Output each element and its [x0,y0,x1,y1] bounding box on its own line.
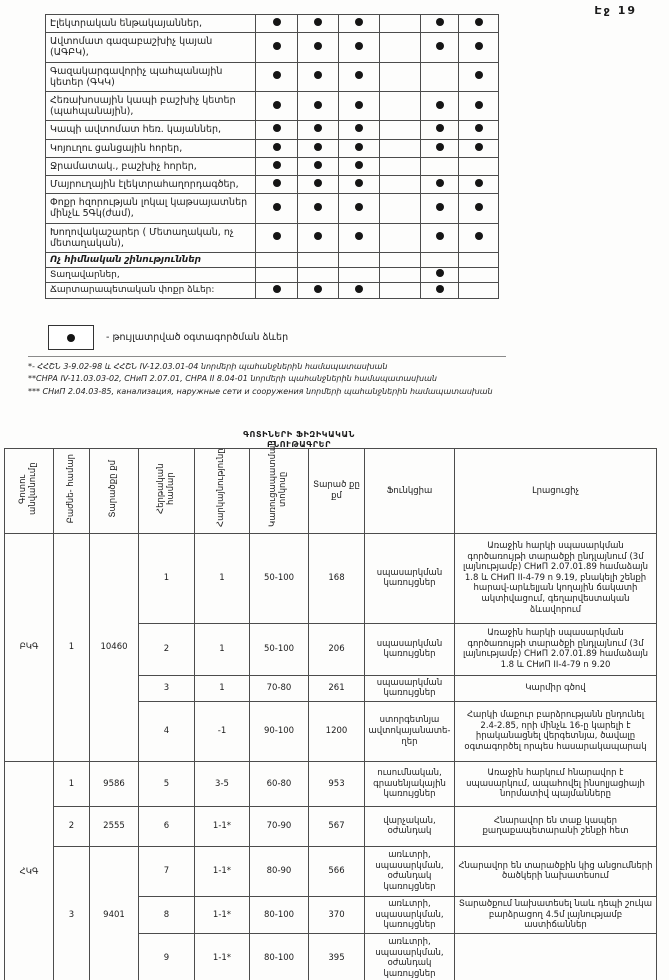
usage-table-row [46,92,499,121]
allowed-use-cell [459,121,499,139]
allowed-dot-icon [475,18,483,26]
allowed-dot-icon [273,143,281,151]
order-number-cell: 2 [139,623,195,675]
usage-table-row [46,194,499,223]
allowed-dot-icon [314,124,322,132]
usage-table-row [46,157,499,175]
allowed-dot-icon [314,101,322,109]
allowed-dot-icon [475,71,483,79]
allowed-dot-icon [355,285,363,293]
order-number-cell: 7 [139,846,195,896]
storeys-cell: -1 [195,701,250,761]
allowed-dot-icon [273,124,281,132]
allowed-dot-icon [273,179,281,187]
allowed-dot-icon [436,232,444,240]
empty-use-cell [380,121,421,139]
allowed-dot-icon [273,232,281,240]
additional-note-cell [455,933,657,980]
allowed-use-cell [459,176,499,194]
allowed-use-cell [256,139,298,157]
col-header-zone-name: Գոտու անվանումը [5,449,54,534]
function-cell: առևտրի, սպասարկման, կառույցներ [365,896,455,933]
plot-area-cell: 567 [309,806,365,846]
allowed-use-cell [298,139,339,157]
storeys-cell: 1 [195,533,250,623]
legend-symbol-box [48,325,94,350]
build-percent-cell: 80-90 [250,846,309,896]
build-percent-cell: 70-80 [250,675,309,701]
zones-table-row [5,761,657,806]
additional-note-cell: Առաջին հարկի սպասարկման գործառույթի տարածքի ընդլայնում (3մ լայնությամբ) СНиП 2.07.01.89 համաձայն 1.8 և СНиП II-4-79 ո 9.19, բնակելի շենքի հարավ-արևելյան կողային ճակատի ակտիվացում, գեղարվեստական ձևավորում [455,533,657,623]
section-number-cell: 1 [54,761,90,806]
usage-row-label: Ճարտարապետական փոքր ձևեր: [46,283,256,299]
empty-use-cell [421,253,459,268]
usage-row-label: Կոյուղու ցանցային հորեր, [46,139,256,157]
allowed-use-cell [339,176,380,194]
empty-use-cell [256,267,298,283]
allowed-dot-icon [273,203,281,211]
allowed-dot-icon [436,285,444,293]
allowed-use-cell [256,194,298,223]
allowed-use-cell [298,223,339,252]
allowed-use-cell [421,33,459,62]
allowed-dot-icon [314,42,322,50]
allowed-dot-icon [436,203,444,211]
allowed-use-cell [421,121,459,139]
section-area-cell: 9586 [90,761,139,806]
allowed-dot-icon [67,334,75,342]
usage-table-row [46,121,499,139]
function-cell: սպասարկման կառույցներ [365,675,455,701]
allowed-use-cell [339,283,380,299]
storeys-cell: 1-1* [195,846,250,896]
section-area-cell: 2555 [90,806,139,846]
allowed-use-cell [421,139,459,157]
allowed-dot-icon [475,143,483,151]
allowed-dot-icon [355,18,363,26]
allowed-use-cell [256,15,298,33]
section-number-cell: 1 [54,533,90,761]
col-header-section-number: Բաժնե- համար [54,449,90,534]
allowed-use-cell [298,121,339,139]
empty-use-cell [421,62,459,91]
allowed-dot-icon [355,42,363,50]
allowed-dot-icon [475,101,483,109]
usage-table-row [46,253,499,268]
allowed-dot-icon [436,143,444,151]
allowed-use-cell [339,157,380,175]
allowed-use-cell [339,33,380,62]
storeys-cell: 1-1* [195,896,250,933]
usage-row-label: Ջրամատակ., բաշխիչ հորեր, [46,157,256,175]
allowed-use-cell [459,33,499,62]
col-header-function: Ֆունկցիա [365,449,455,534]
zone-name-cell: ՀԿԳ [5,761,54,980]
function-cell: սպասարկման կառույցներ [365,623,455,675]
col-header-section-area: Տարածքը քմ [90,449,139,534]
col-header-order-number: Հերթական համար [139,449,195,534]
zones-table-title-line2: ԲՆՈՒԹԱԳՐԵՐ [266,440,332,449]
additional-note-cell: Հնարավոր են տաք կապեր քաղաքապետարանի շենքի հետ [455,806,657,846]
additional-note-cell: Կարմիր գծով [455,675,657,701]
order-number-cell: 8 [139,896,195,933]
empty-use-cell [380,157,421,175]
empty-use-cell [380,176,421,194]
function-cell: ստորգետնյա ավտոկայանատե- ղեր [365,701,455,761]
allowed-use-cell [421,267,459,283]
allowed-dot-icon [314,71,322,79]
plot-area-cell: 395 [309,933,365,980]
legend-text: - թույլատրված օգտագործման ձևեր [106,332,289,343]
allowed-use-cell [459,223,499,252]
empty-use-cell [380,92,421,121]
col-header-build-percent: Կառուցապատման տոկոսը [250,449,309,534]
build-percent-cell: 60-80 [250,761,309,806]
empty-use-cell [339,253,380,268]
allowed-dot-icon [436,42,444,50]
allowed-dot-icon [314,143,322,151]
allowed-dot-icon [314,232,322,240]
footnote-2: **СНРА IV-11.03.03-02, СНиП 2.07.01, СНРА II 8.04-01 նորմերի պահանջներին համապատասխան [28,374,437,384]
allowed-dot-icon [273,285,281,293]
allowed-use-cell [256,157,298,175]
plot-area-cell: 1200 [309,701,365,761]
storeys-cell: 1-1* [195,933,250,980]
order-number-cell: 4 [139,701,195,761]
build-percent-cell: 80-100 [250,896,309,933]
empty-use-cell [380,194,421,223]
allowed-use-cell [339,92,380,121]
allowed-use-cell [298,62,339,91]
allowed-use-cell [256,121,298,139]
usage-table-row [46,33,499,62]
empty-use-cell [380,15,421,33]
order-number-cell: 6 [139,806,195,846]
build-percent-cell: 80-100 [250,933,309,980]
allowed-use-cell [421,223,459,252]
section-number-cell: 3 [54,846,90,980]
allowed-use-cell [256,223,298,252]
order-number-cell: 9 [139,933,195,980]
additional-note-cell: Առաջին հարկում հնարավոր է սպասարկում, ապահովել ինսոլյացիայի նորմատիվ պայմանները [455,761,657,806]
allowed-dot-icon [314,18,322,26]
usage-row-label: Փոքր հզորության լոկալ կաթսայատներ մինչև 5Գկ(ժամ), [46,194,256,223]
zones-table-row [5,846,657,896]
allowed-uses-table [45,14,499,299]
usage-row-label: Ավտոմատ գազաբաշխիչ կայան (ԱԳԲԿ), [46,33,256,62]
empty-use-cell [256,253,298,268]
legend [48,325,288,350]
allowed-use-cell [298,176,339,194]
usage-row-label: Մայրուղային էլեկտրահաղորդագծեր, [46,176,256,194]
allowed-use-cell [421,194,459,223]
usage-row-label: Կապի ավտոմատ հեռ. կայաններ, [46,121,256,139]
additional-note-cell: Առաջին հարկի սպասարկման գործառույթի տարածքի ընդլայնում (3մ լայնությամբ) СНиП 2.07.01.89 համաձայն 1.8 և СНиП II-4-79 ո 9.20 [455,623,657,675]
footnote-3: *** СНиП 2.04.03-85, канализация, наружные сети и сооружения նորմերի պահանջներին համապատասխան [28,386,493,396]
zones-table-title-line1: ԳՈՏԻՆԵՐԻ ՖԻԶԻԿԱԿԱՆ [243,430,355,439]
order-number-cell: 5 [139,761,195,806]
allowed-use-cell [298,157,339,175]
allowed-use-cell [298,92,339,121]
allowed-dot-icon [436,101,444,109]
allowed-use-cell [298,33,339,62]
usage-table-row [46,267,499,283]
zones-table-title [0,430,598,450]
usage-row-label: Հեռախոսային կապի բաշխիչ կետեր (պահպանային), [46,92,256,121]
usage-row-label: Գազակարգավորիչ պահպանային կետեր (ԳԿԿ) [46,62,256,91]
allowed-dot-icon [273,161,281,169]
allowed-dot-icon [355,143,363,151]
allowed-use-cell [298,15,339,33]
usage-row-label: Էլեկտրական ենթակայաններ, [46,15,256,33]
order-number-cell: 3 [139,675,195,701]
allowed-dot-icon [355,203,363,211]
allowed-use-cell [256,33,298,62]
footnote-1: *- ՀՀՇՆ 3-9.02-98 և ՀՀՇՆ IV-12.03.01-04 նորմերի պահանջներին համապատասխան [28,362,388,371]
allowed-use-cell [459,62,499,91]
empty-use-cell [380,283,421,299]
col-header-storeys: Հարկայնությունը [195,449,250,534]
additional-note-cell: Հարկի մաքուր բարձրությանն ընդունել 2.4-2.85, որի մինչև 16-ը կարելի է իրականացնել վերգետնյա, ծավալը օգտագործել որպես հասարակապարակ [455,701,657,761]
col-header-additional: Լրացուցիչ [455,449,657,534]
storeys-cell: 3-5 [195,761,250,806]
build-percent-cell: 50-100 [250,623,309,675]
empty-use-cell [459,157,499,175]
usage-row-label: Տաղավարներ, [46,267,256,283]
build-percent-cell: 90-100 [250,701,309,761]
function-cell: ուսումնական, գրասենյակային կառույցներ [365,761,455,806]
allowed-use-cell [459,194,499,223]
allowed-dot-icon [436,179,444,187]
col-header-plot-area: Տարած քը քմ [309,449,365,534]
storeys-cell: 1 [195,623,250,675]
allowed-use-cell [256,62,298,91]
empty-use-cell [339,267,380,283]
empty-use-cell [380,62,421,91]
function-cell: առևտրի, սպասարկման, օժանդակ կառույցներ [365,846,455,896]
build-percent-cell: 50-100 [250,533,309,623]
usage-table-row [46,139,499,157]
allowed-dot-icon [314,203,322,211]
additional-note-cell: Տարածքում նախատեսել նաև դեպի շուկա բարձրացող 4.5մ լայնությամբ աստիճաններ [455,896,657,933]
usage-table-row [46,283,499,299]
allowed-use-cell [339,62,380,91]
allowed-use-cell [256,92,298,121]
usage-table-row [46,62,499,91]
allowed-dot-icon [314,161,322,169]
empty-use-cell [459,267,499,283]
allowed-dot-icon [273,18,281,26]
empty-use-cell [380,253,421,268]
usage-table-row [46,176,499,194]
allowed-dot-icon [475,179,483,187]
function-cell: վարչական, օժանդակ [365,806,455,846]
empty-use-cell [380,267,421,283]
empty-use-cell [459,283,499,299]
allowed-use-cell [459,139,499,157]
function-cell: առևտրի, սպասարկման, օժանդակ կառույցներ [365,933,455,980]
allowed-dot-icon [355,161,363,169]
allowed-use-cell [298,194,339,223]
allowed-dot-icon [475,232,483,240]
usage-table-row [46,15,499,33]
allowed-use-cell [421,283,459,299]
zones-header-row [5,449,657,534]
allowed-dot-icon [355,179,363,187]
storeys-cell: 1 [195,675,250,701]
empty-use-cell [380,33,421,62]
zones-table-row [5,533,657,623]
allowed-use-cell [339,139,380,157]
empty-use-cell [380,139,421,157]
empty-use-cell [298,267,339,283]
usage-row-label: Խողովակաշարեր ( Մետաղական, ոչ մետաղական), [46,223,256,252]
allowed-dot-icon [355,232,363,240]
allowed-dot-icon [273,42,281,50]
plot-area-cell: 370 [309,896,365,933]
allowed-dot-icon [436,269,444,277]
allowed-use-cell [421,176,459,194]
plot-area-cell: 261 [309,675,365,701]
allowed-dot-icon [475,42,483,50]
section-area-cell: 9401 [90,846,139,980]
allowed-dot-icon [355,124,363,132]
allowed-use-cell [339,121,380,139]
allowed-use-cell [256,176,298,194]
allowed-use-cell [421,92,459,121]
order-number-cell: 1 [139,533,195,623]
allowed-use-cell [459,92,499,121]
empty-use-cell [459,253,499,268]
plot-area-cell: 168 [309,533,365,623]
footnotes [28,356,506,398]
allowed-dot-icon [436,18,444,26]
allowed-dot-icon [475,203,483,211]
usage-row-label: Ոչ հիմնական շինություններ [46,253,256,268]
allowed-dot-icon [314,179,322,187]
empty-use-cell [380,223,421,252]
allowed-dot-icon [273,101,281,109]
plot-area-cell: 566 [309,846,365,896]
plot-area-cell: 206 [309,623,365,675]
section-number-cell: 2 [54,806,90,846]
allowed-dot-icon [355,101,363,109]
allowed-dot-icon [355,71,363,79]
function-cell: սպասարկման կառույցներ [365,533,455,623]
plot-area-cell: 953 [309,761,365,806]
allowed-use-cell [459,15,499,33]
build-percent-cell: 70-90 [250,806,309,846]
allowed-dot-icon [436,124,444,132]
allowed-use-cell [256,283,298,299]
empty-use-cell [298,253,339,268]
usage-table-row [46,223,499,252]
storeys-cell: 1-1* [195,806,250,846]
allowed-use-cell [298,283,339,299]
page-number: Էջ 19 [594,4,637,17]
section-area-cell: 10460 [90,533,139,761]
allowed-dot-icon [475,124,483,132]
allowed-use-cell [339,223,380,252]
additional-note-cell: Հնարավոր են տարածքին կից անցումների ծածկերի նախատեսում [455,846,657,896]
zones-table-row [5,806,657,846]
zone-name-cell: ԲԿԳ [5,533,54,761]
empty-use-cell [421,157,459,175]
allowed-use-cell [339,194,380,223]
allowed-dot-icon [314,285,322,293]
allowed-use-cell [421,15,459,33]
allowed-dot-icon [273,71,281,79]
allowed-use-cell [339,15,380,33]
